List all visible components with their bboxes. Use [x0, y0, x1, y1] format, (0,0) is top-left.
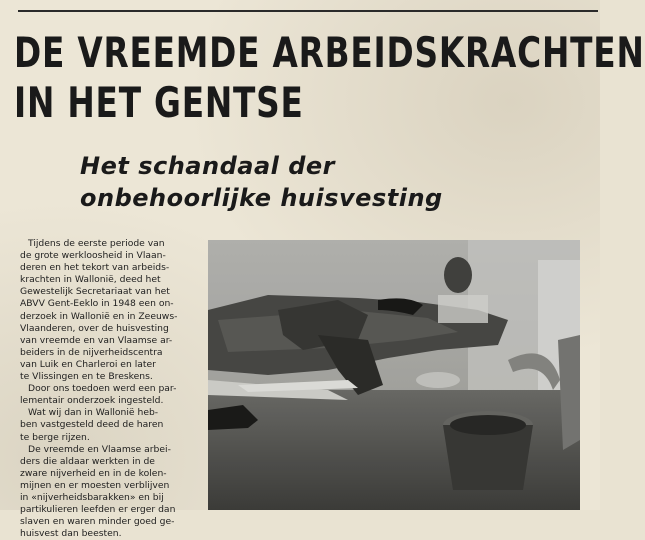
article-photo	[208, 240, 580, 510]
headline	[14, 28, 645, 128]
article-line: Vlaanderen, over de huisvesting	[20, 322, 169, 334]
article-line: partikulieren leefden er erger dan	[20, 504, 176, 516]
article-line: Gewestelijk Secretariaat van het	[20, 286, 170, 298]
article-line: mijnen en er moesten verblijven	[20, 479, 170, 491]
article-line: deren en het tekort van arbeids-	[20, 262, 170, 274]
article-line: in «nijverheidsbarakken» en bij	[20, 491, 164, 503]
photo-of-worker-sleeping-on-cot-icon	[208, 240, 580, 510]
subheadline	[80, 150, 540, 214]
article-line: lementair onderzoek ingesteld.	[20, 395, 164, 407]
article-line: huisvest dan beesten.	[20, 528, 122, 540]
article-line: slaven en waren minder goed ge-	[20, 516, 175, 528]
subheadline-line-2: onbehoorlijke huisvesting	[80, 184, 443, 212]
article-line: De vreemde en Vlaamse arbei-	[28, 443, 171, 455]
article-line: ders die aldaar werkten in de	[20, 455, 155, 467]
article-line: krachten in Wallonië, deed het	[20, 274, 161, 286]
article-line: ben vastgesteld deed de haren	[20, 419, 164, 431]
article-line: te Vlissingen en te Breskens.	[20, 371, 153, 383]
top-rule	[18, 10, 598, 12]
headline-line-2: IN HET GENTSE	[14, 78, 304, 127]
article-line: te berge rijzen.	[20, 431, 90, 443]
article-line: Wat wij dan in Wallonië heb-	[28, 407, 159, 419]
article-line: van vreemde en van Vlaamse ar-	[20, 334, 173, 346]
article-line: ABVV Gent-Eeklo in 1948 een on-	[20, 298, 174, 310]
article-line: beiders in de nijverheidscentra	[20, 346, 163, 358]
article-line: van Luik en Charleroi en later	[20, 358, 156, 370]
article-line: de grote werkloosheid in Vlaan-	[20, 250, 166, 262]
headline-line-1: DE VREEMDE ARBEIDSKRACHTEN	[14, 28, 645, 77]
article-line: Door ons toedoen werd een par-	[28, 383, 177, 395]
subheadline-line-1: Het schandaal der	[80, 152, 336, 180]
article-line: zware nijverheid en in de kolen-	[20, 467, 167, 479]
article-line: Tijdens de eerste periode van	[28, 238, 165, 249]
article-body	[20, 238, 198, 540]
article-line: derzoek in Wallonië en in Zeeuws-	[20, 310, 178, 322]
